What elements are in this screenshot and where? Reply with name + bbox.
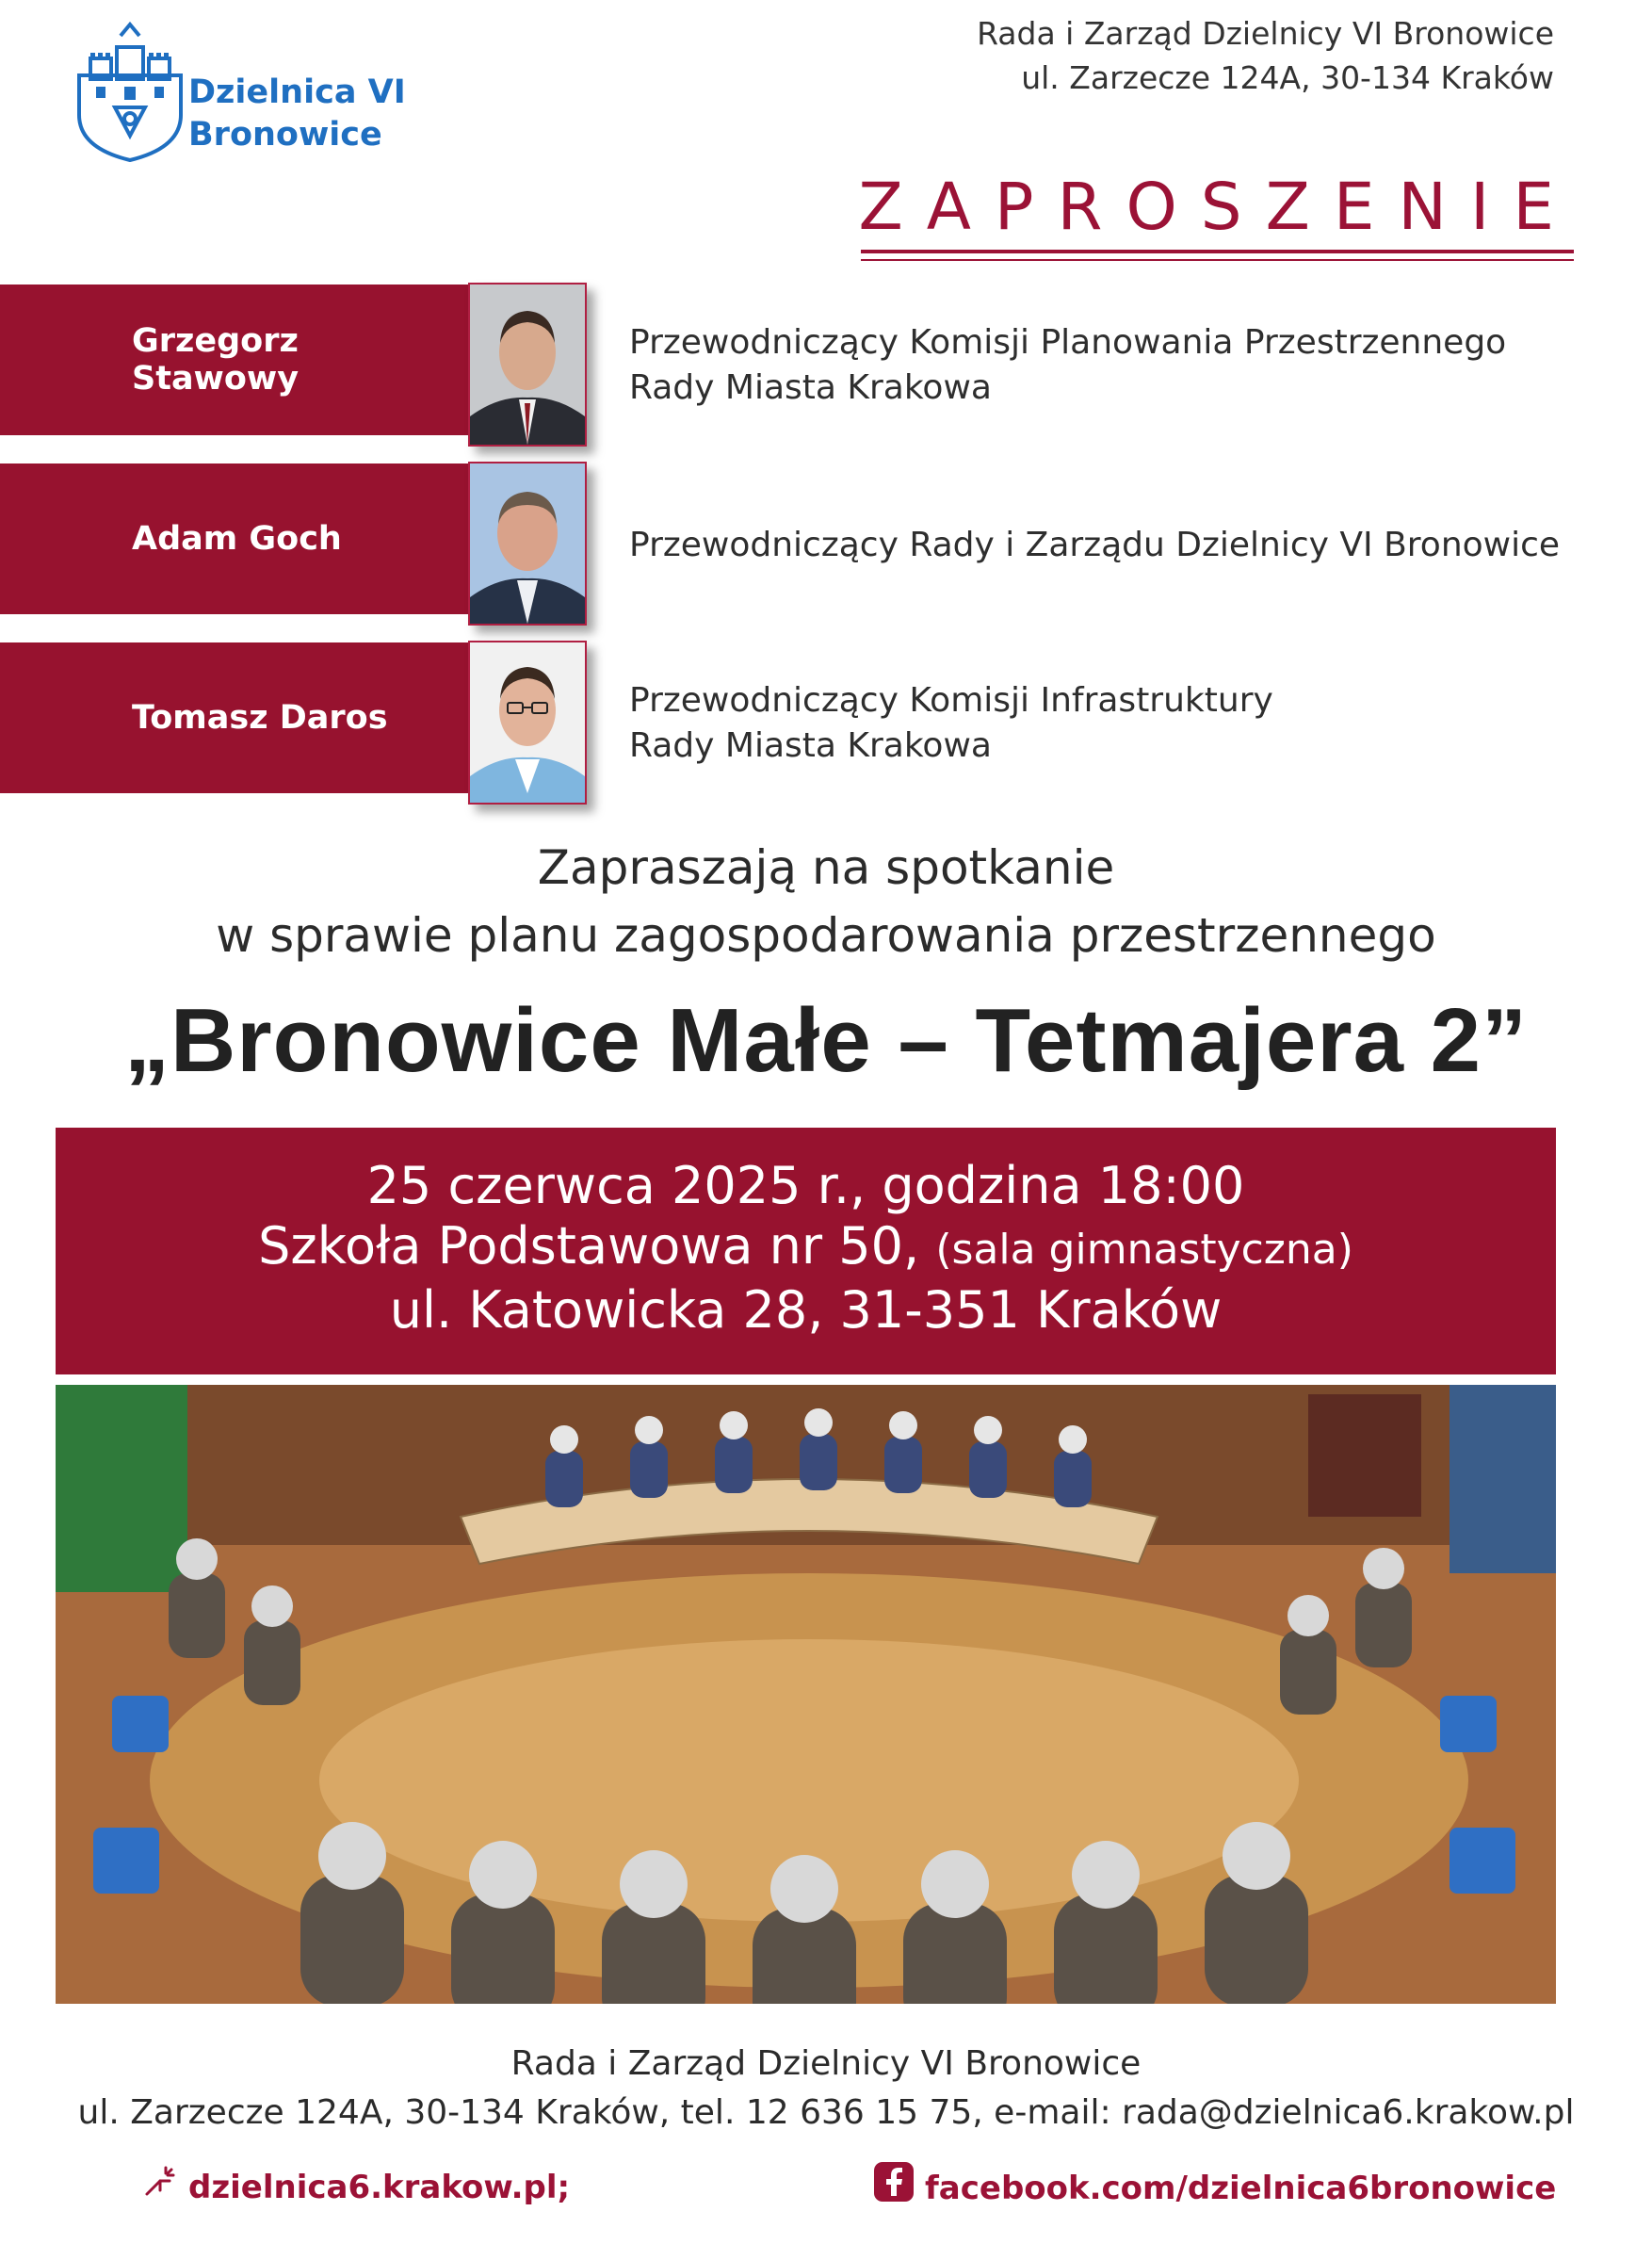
district-brand <box>188 72 406 156</box>
cursor-click-icon <box>141 2162 179 2213</box>
event-details-box <box>56 1128 1556 1374</box>
invitation-text <box>0 834 1652 969</box>
person-photo <box>468 462 587 626</box>
facebook-icon <box>874 2162 914 2215</box>
person-role <box>629 523 1560 568</box>
role-line-2: Rady Miasta Krakowa <box>629 368 992 407</box>
person-name: Tomasz Daros <box>132 699 388 737</box>
person-name: Adam Goch <box>132 520 342 558</box>
header-address-line-1: Rada i Zarząd Dzielnicy VI Bronowice <box>977 15 1554 52</box>
person-photo <box>468 283 587 447</box>
role-line-2: Rady Miasta Krakowa <box>629 726 992 765</box>
person-bar-goch <box>0 463 469 614</box>
meeting-illustration <box>56 1385 1556 2004</box>
facebook-link[interactable] <box>874 2162 1556 2215</box>
event-address: ul. Katowicka 28, 31-351 Kraków <box>389 1280 1223 1340</box>
event-date-time: 25 czerwca 2025 r., godzina 18:00 <box>366 1156 1245 1215</box>
person-role <box>629 320 1506 411</box>
header-address-line-2: ul. Zarzecze 124A, 30-134 Kraków <box>1021 59 1554 96</box>
person-role <box>629 678 1273 769</box>
event-venue: Szkoła Podstawowa nr 50, <box>258 1216 920 1276</box>
invitation-line-2: w sprawie planu zagospodarowania przestrzennego <box>216 908 1436 963</box>
person-bar-daros <box>0 642 469 793</box>
title-underline <box>861 250 1574 253</box>
brand-line-2: Bronowice <box>188 116 382 154</box>
person-bar-stawowy <box>0 285 469 435</box>
invitation-line-1: Zapraszają na spotkanie <box>537 840 1115 895</box>
page-title: ZAPROSZENIE <box>858 170 1578 245</box>
role-line-1: Przewodniczący Rady i Zarządu Dzielnicy VI Bronowice <box>629 526 1561 564</box>
website-text[interactable]: dzielnica6.krakow.pl; <box>188 2169 571 2206</box>
role-line-1: Przewodniczący Komisji Infrastruktury <box>629 681 1273 720</box>
facebook-text[interactable]: facebook.com/dzielnica6bronowice <box>925 2170 1557 2207</box>
event-venue-note: (sala gimnastyczna) <box>935 1226 1353 1274</box>
role-line-1: Przewodniczący Komisji Planowania Przestrzennego <box>629 323 1507 362</box>
title-underline-thin <box>861 259 1574 261</box>
footer-org: Rada i Zarząd Dzielnicy VI Bronowice <box>510 2044 1142 2083</box>
plan-name: „Bronowice Małe – Tetmajera 2” <box>123 990 1529 1091</box>
person-name: Grzegorz Stawowy <box>132 322 300 398</box>
brand-line-1: Dzielnica VI <box>188 73 406 111</box>
event-venue-line <box>56 1216 1556 1280</box>
header-address <box>977 11 1554 100</box>
website-link[interactable] <box>141 2162 570 2213</box>
district-crest-icon <box>70 21 190 162</box>
footer-contact: ul. Zarzecze 124A, 30-134 Kraków, tel. 12 636 15 75, e-mail: rada@dzielnica6.krakow.pl <box>77 2093 1575 2132</box>
person-photo <box>468 641 587 805</box>
